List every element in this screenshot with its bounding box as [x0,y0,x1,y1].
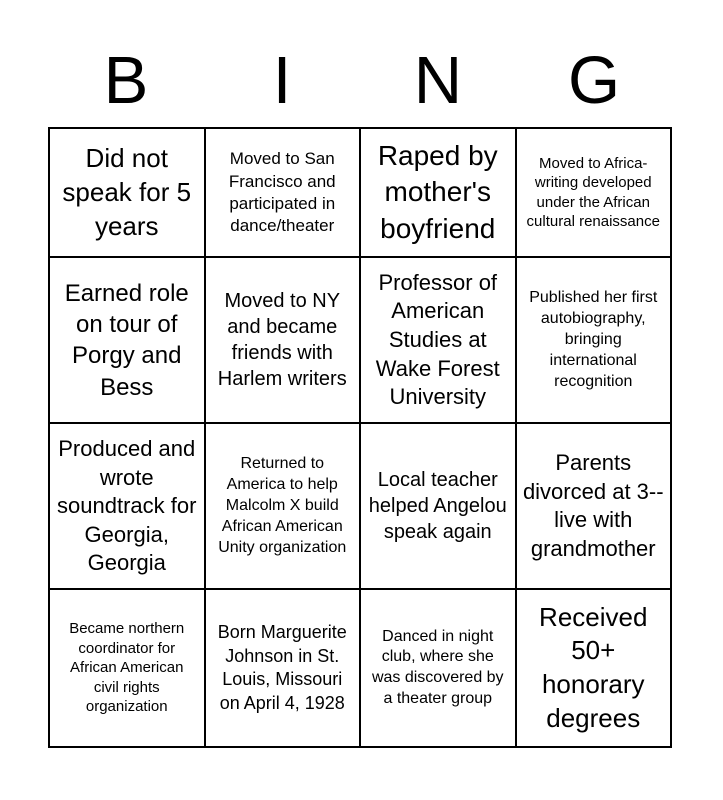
bingo-cell-r1c3[interactable]: Raped by mother's boyfriend [360,128,516,257]
bingo-cell-r1c2[interactable]: Moved to San Francisco and participated in dance/theater [205,128,361,257]
bingo-cell-r4c4[interactable]: Received 50+ honorary degrees [516,589,672,747]
bingo-row-4 [49,589,671,747]
bingo-cell-r4c3[interactable]: Danced in night club, where she was discovered by a theater group [360,589,516,747]
header-letter-b: B [103,43,149,118]
bingo-grid [48,127,672,748]
bingo-cell-r4c1[interactable]: Became northern coordinator for African American civil rights organization [49,589,205,747]
header-letter-n: N [413,43,463,118]
header-letter-i: I [272,43,292,118]
header-letter-g: G [567,43,621,118]
bingo-cell-r1c4[interactable]: Moved to Africa- writing developed under the African cultural renaissance [516,128,672,257]
bingo-cell-r3c2[interactable]: Returned to America to help Malcolm X build African American Unity organization [205,423,361,589]
bingo-cell-r2c1[interactable]: Earned role on tour of Porgy and Bess [49,257,205,423]
bingo-row-2 [49,257,671,423]
bingo-cell-r3c3[interactable]: Local teacher helped Angelou speak again [360,423,516,589]
bingo-row-1 [49,128,671,257]
bingo-cell-r2c3[interactable]: Professor of American Studies at Wake Forest University [360,257,516,423]
bingo-cell-r1c1[interactable]: Did not speak for 5 years [49,128,205,257]
bingo-row-3 [49,423,671,589]
bingo-cell-r2c4[interactable]: Published her first autobiography, bringing international recognition [516,257,672,423]
bingo-header [48,0,672,127]
bingo-cell-r3c4[interactable]: Parents divorced at 3-- live with grandmother [516,423,672,589]
bingo-cell-r3c1[interactable]: Produced and wrote soundtrack for Georgia, Georgia [49,423,205,589]
bingo-cell-r2c2[interactable]: Moved to NY and became friends with Harlem writers [205,257,361,423]
bingo-cell-r4c2[interactable]: Born Marguerite Johnson in St. Louis, Missouri on April 4, 1928 [205,589,361,747]
